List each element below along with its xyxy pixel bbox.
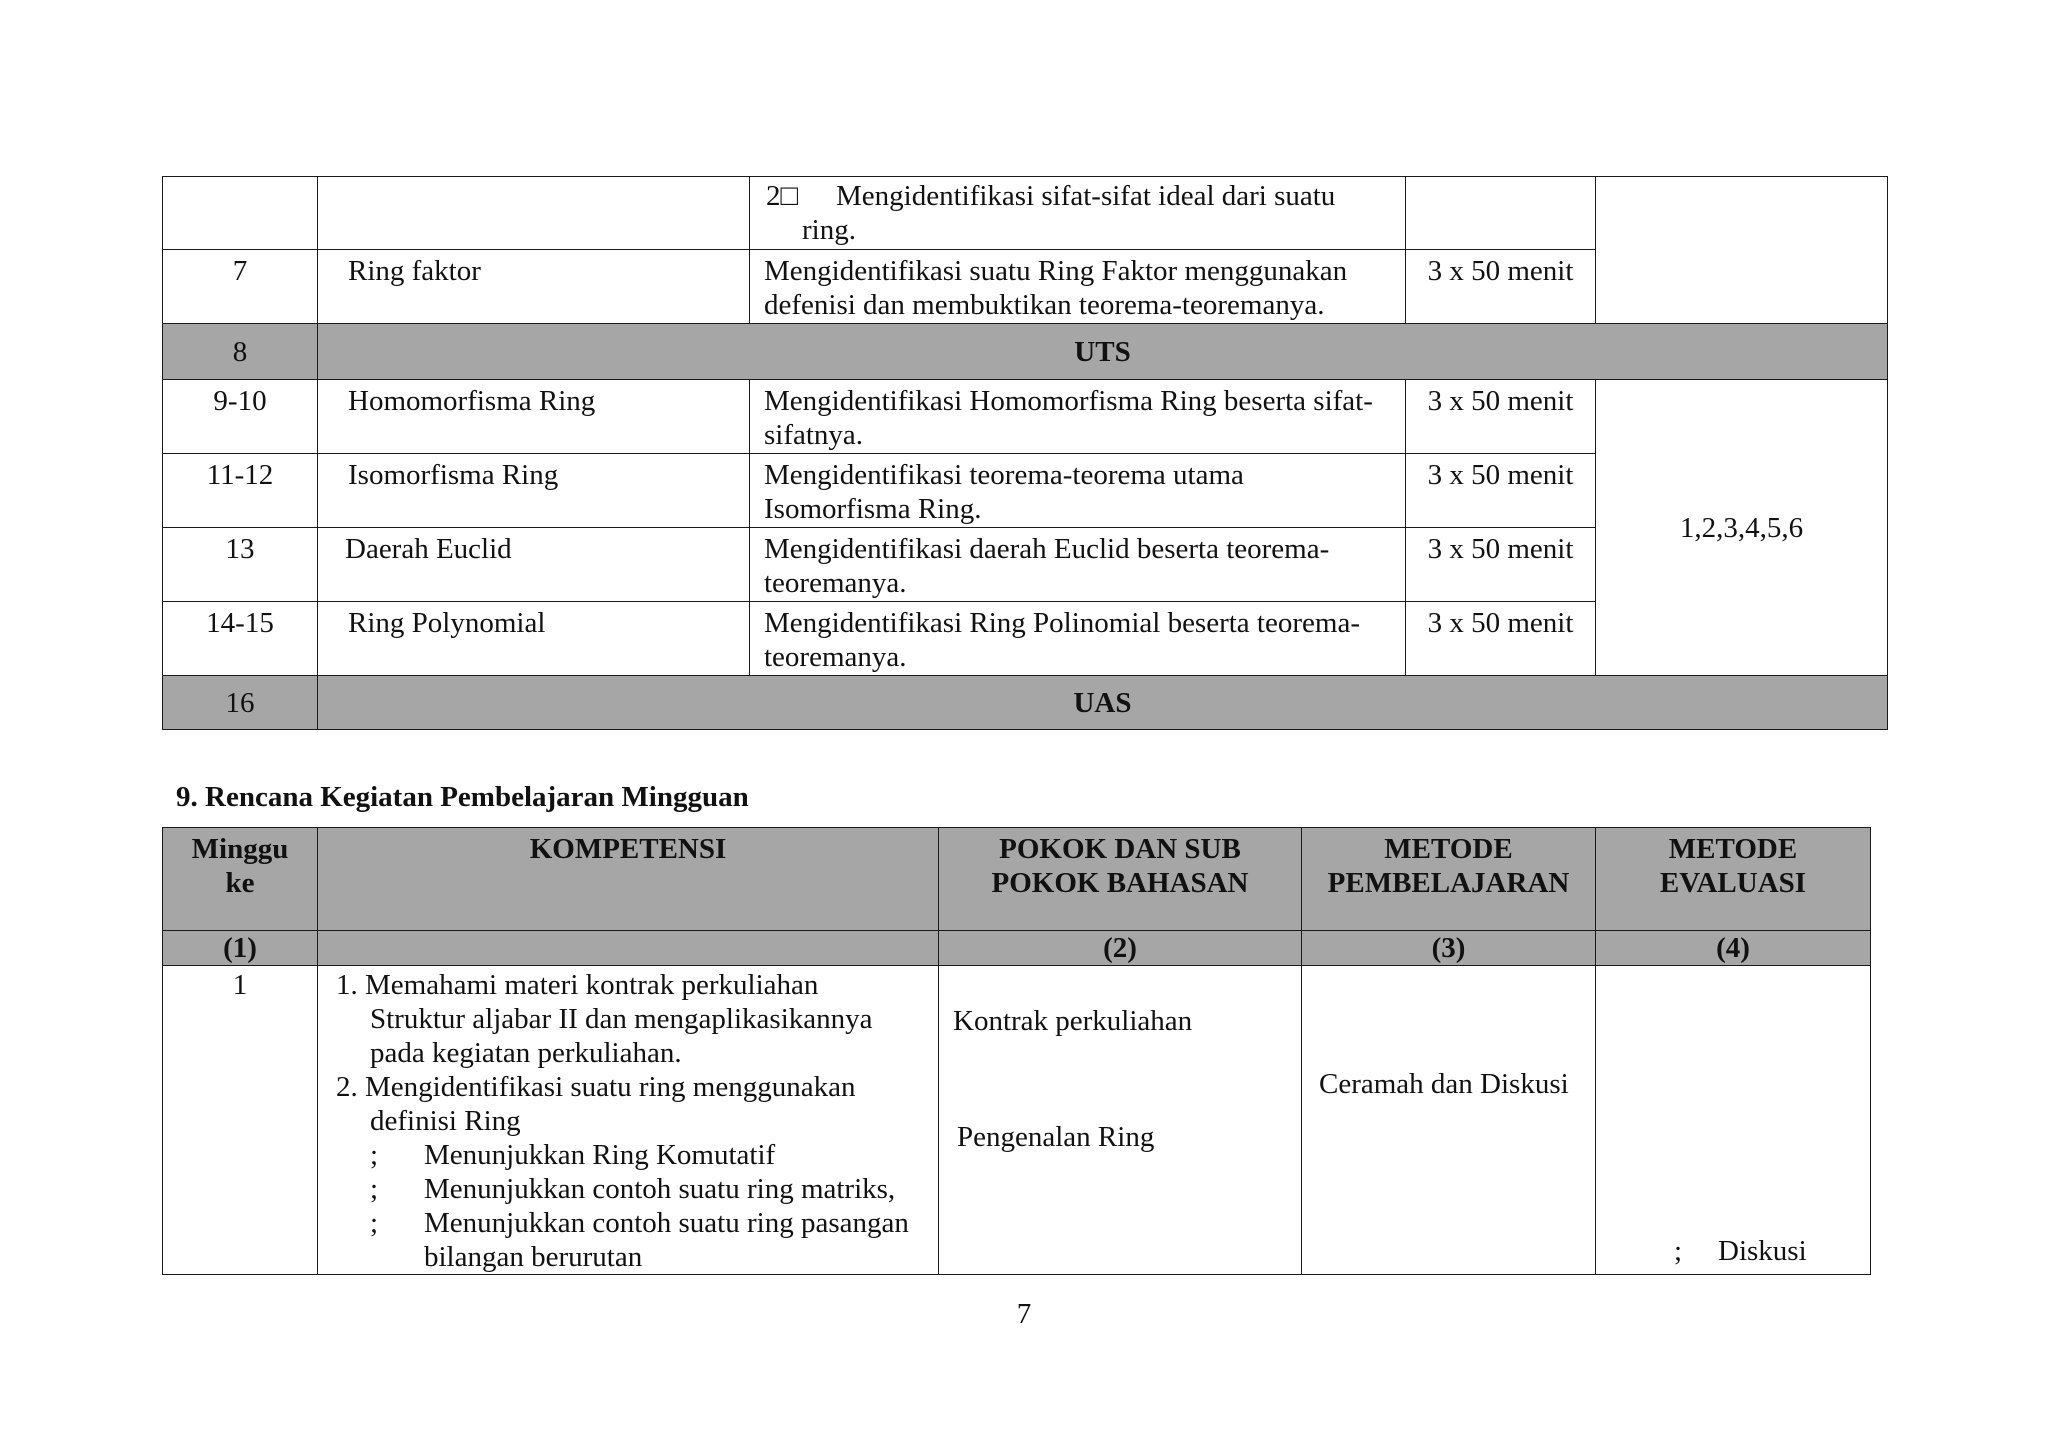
description-cell: Mengidentifikasi teorema-teorema utama Isomorfisma Ring.	[750, 454, 1406, 528]
bullet-marker: ;	[370, 1139, 379, 1171]
duration-cell: 3 x 50 menit	[1406, 602, 1596, 676]
cell-text: Mengidentifikasi sifat-sifat ideal dari suatu	[836, 180, 1336, 212]
duration-cell: 3 x 50 menit	[1406, 454, 1596, 528]
reference-cell: 1,2,3,4,5,6	[1596, 380, 1888, 676]
col-num-2: (2)	[939, 931, 1302, 966]
week-cell: 9-10	[163, 380, 318, 454]
table-row-uas	[163, 676, 1888, 730]
description-cell: Mengidentifikasi suatu Ring Faktor menggunakan defenisi dan membuktikan teorema-teoremanya.	[750, 250, 1406, 324]
topic-cell: Isomorfisma Ring	[318, 454, 750, 528]
header-row	[163, 828, 1871, 931]
description-cell: Mengidentifikasi Ring Polinomial beserta teorema-teoremanya.	[750, 602, 1406, 676]
page-number: 7	[1016, 1298, 1032, 1330]
cell-text-continued: ring.	[802, 214, 856, 246]
evaluasi-text: ; Diskusi	[1674, 1235, 1807, 1267]
table-row	[163, 380, 1888, 454]
sub-competency: ; Menunjukkan contoh suatu ring pasangan bilangan berurutan	[370, 1207, 909, 1273]
week-cell: 1	[163, 966, 318, 1275]
description-cell: Mengidentifikasi daerah Euclid beserta teorema-teoremanya.	[750, 528, 1406, 602]
competency-1: 1. Memahami materi kontrak perkuliahan Struktur aljabar II dan mengaplikasikannya pada kegiatan perkuliahan.	[336, 969, 873, 1069]
week-cell: 13	[163, 528, 318, 602]
col-num-4: (4)	[1596, 931, 1871, 966]
metode-cell	[1302, 966, 1596, 1275]
competency-2: 2. Mengidentifikasi suatu ring menggunakan definisi Ring	[336, 1071, 856, 1137]
header-pokok: POKOK DAN SUB POKOK BAHASAN	[939, 828, 1302, 931]
bullet-marker: ;	[370, 1173, 379, 1205]
header-metode-evaluasi: METODE EVALUASI	[1596, 828, 1871, 931]
bullet-marker: ;	[1674, 1235, 1683, 1267]
duration-cell: 3 x 50 menit	[1406, 250, 1596, 324]
uas-label: UAS	[318, 676, 1888, 730]
header-week: Minggu ke	[163, 828, 318, 931]
week-cell: 16	[163, 676, 318, 730]
schedule-table-continued	[162, 176, 1888, 730]
header-metode-pembelajaran: METODE PEMBELAJARAN	[1302, 828, 1596, 931]
week-cell: 7	[163, 250, 318, 324]
table-row	[163, 966, 1871, 1275]
col-num-3: (3)	[1302, 931, 1596, 966]
topic-cell: Daerah Euclid	[318, 528, 750, 602]
topic-cell: Homomorfisma Ring	[318, 380, 750, 454]
column-number-row	[163, 931, 1871, 966]
uts-label: UTS	[318, 324, 1888, 380]
table-row-uts	[163, 324, 1888, 380]
pokok-cell	[939, 966, 1302, 1275]
sub-competency: ; Menunjukkan Ring Komutatif	[370, 1139, 776, 1171]
week-cell: 8	[163, 324, 318, 380]
metode-text: Ceramah dan Diskusi	[1319, 1068, 1569, 1100]
topic-kontrak: Kontrak perkuliahan	[953, 1005, 1193, 1037]
table-row	[163, 177, 1888, 250]
evaluasi-cell	[1596, 966, 1871, 1275]
col-num-1: (1)	[163, 931, 318, 966]
kompetensi-cell	[318, 966, 939, 1275]
weekly-plan-table	[162, 827, 1871, 1275]
topic-cell: Ring Polynomial	[318, 602, 750, 676]
header-kompetensi: KOMPETENSI	[318, 828, 939, 931]
duration-cell: 3 x 50 menit	[1406, 528, 1596, 602]
list-marker: 2□	[766, 180, 799, 212]
topic-pengenalan-ring: Pengenalan Ring	[957, 1121, 1155, 1153]
section-title: 9. Rencana Kegiatan Pembelajaran Mingguan	[176, 781, 749, 813]
bullet-marker: ;	[370, 1207, 379, 1239]
week-cell: 14-15	[163, 602, 318, 676]
duration-cell: 3 x 50 menit	[1406, 380, 1596, 454]
description-cell: Mengidentifikasi Homomorfisma Ring beserta sifat-sifatnya.	[750, 380, 1406, 454]
sub-competency: ; Menunjukkan contoh suatu ring matriks,	[370, 1173, 896, 1205]
topic-cell: Ring faktor	[318, 250, 750, 324]
week-cell: 11-12	[163, 454, 318, 528]
